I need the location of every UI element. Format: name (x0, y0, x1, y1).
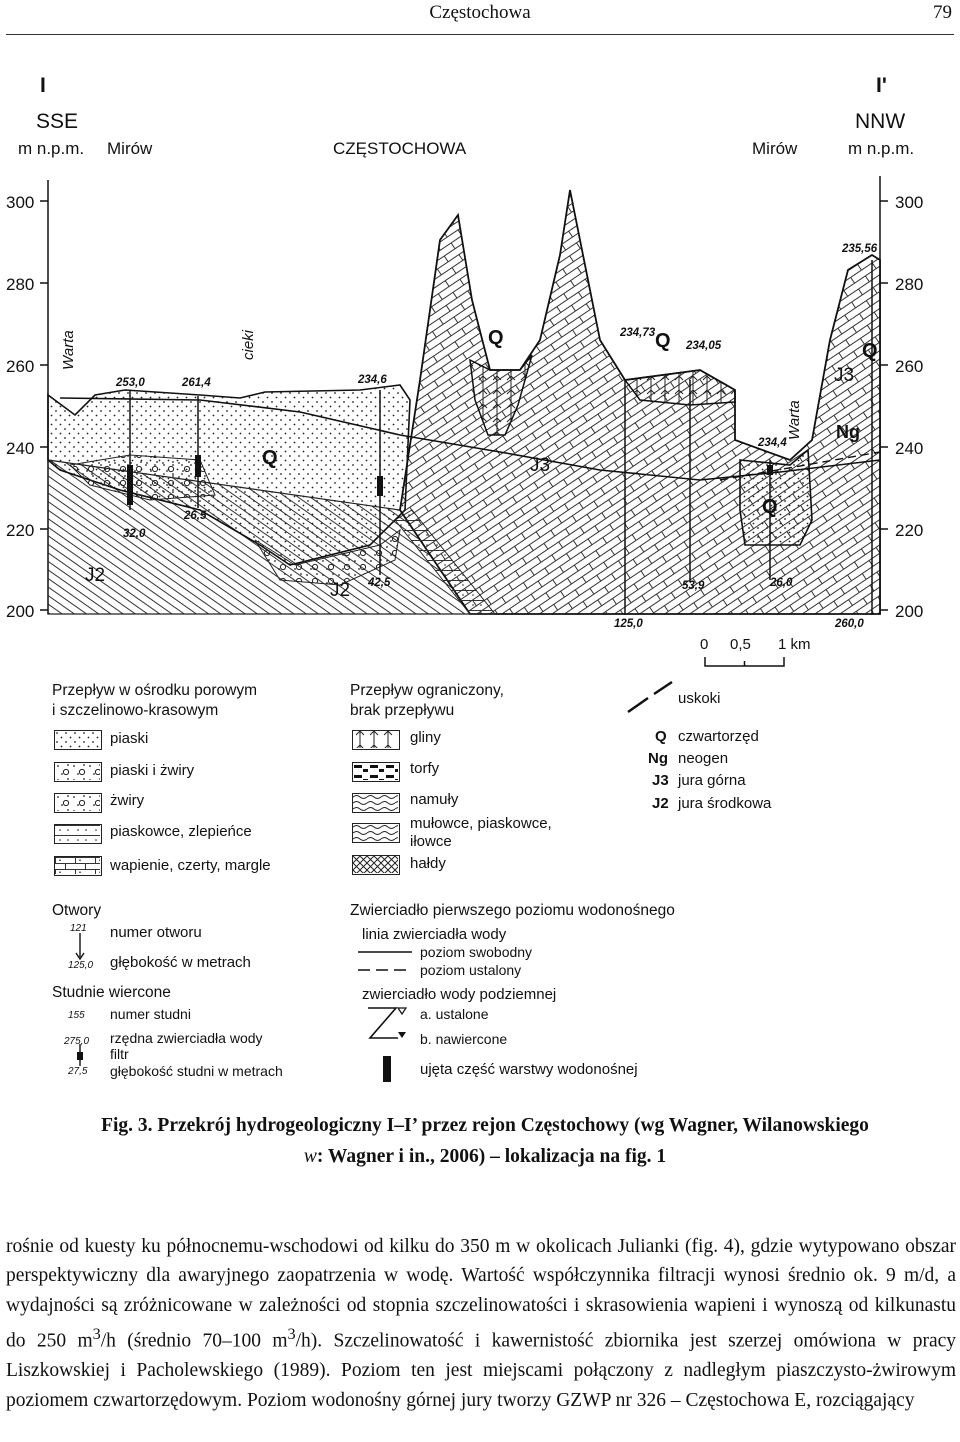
caption-line-1: Fig. 3. Przekrój hydrogeologiczny I–I’ przez rejon Częstochowy (wg Wagner, Wilanowskiego (101, 1115, 869, 1136)
value-235-56: 235,56 (842, 243, 878, 255)
value-253-0: 253,0 (116, 377, 145, 389)
swatch-mudstones (352, 823, 400, 843)
legend-limestones: wapienie, czerty, margle (110, 857, 271, 874)
elev-left-260: 260 (6, 357, 35, 376)
swatch-limestones (54, 856, 102, 876)
place-left: Mirów (107, 139, 153, 158)
swatch-peat (352, 762, 400, 782)
caption-line-2 (40, 1141, 930, 1172)
legend-sands-gravels: piaski i żwiry (110, 762, 195, 779)
legend-sands: piaski (110, 730, 149, 747)
unit-q-5: Q (862, 340, 878, 362)
swatch-gravels (54, 793, 102, 813)
elev-left-240: 240 (6, 439, 35, 458)
figure (0, 40, 960, 1100)
place-right: Mirów (752, 139, 798, 158)
scale-half: 0,5 (730, 636, 751, 653)
value-234-6: 234,6 (358, 374, 387, 386)
body-text (6, 1232, 956, 1415)
section-label-right: I' (876, 74, 887, 97)
borehole-symbol (70, 933, 90, 961)
wt-line-symbols (356, 946, 416, 976)
legend-mudstones-1: mułowce, piaskowce, (410, 815, 552, 832)
well-level-sample: 275,0 (64, 1036, 90, 1047)
scale-bar (700, 656, 790, 668)
strat-sym-ng: Ng (648, 750, 668, 767)
body-sup-2: 3 (287, 1325, 296, 1344)
value-260-0: 260,0 (835, 618, 864, 630)
unit-q-3: Q (655, 330, 671, 352)
value-234-05: 234,05 (686, 340, 722, 352)
body-part-2: /h (średnio 70–100 m (100, 1330, 288, 1352)
strat-label-j2: jura środkowa (678, 795, 772, 812)
elev-right-200: 200 (895, 602, 924, 621)
value-32-0: 32,0 (123, 528, 146, 540)
elev-right-240: 240 (895, 439, 924, 458)
legend-heaps: hałdy (410, 855, 446, 872)
page-header (0, 0, 960, 36)
value-234-4: 234,4 (758, 437, 787, 449)
elev-right-260: 260 (895, 357, 924, 376)
value-26-5: 26,5 (184, 510, 207, 522)
elev-left-200: 200 (6, 602, 35, 621)
legend-bh-depth: głębokość w metrach (110, 954, 251, 971)
scale-0: 0 (700, 636, 709, 653)
swatch-sands-gravels (54, 762, 102, 782)
legend-faults: uskoki (678, 690, 721, 707)
direction-right: NNW (855, 110, 906, 133)
value-125-0: 125,0 (614, 618, 643, 630)
strat-sym-j2: J2 (652, 795, 669, 812)
legend-aquifer-part: ujęta część warstwy wodonośnej (420, 1061, 638, 1078)
legend-well-number: numer studni (110, 1006, 191, 1022)
strat-sym-j3: J3 (652, 772, 669, 789)
direction-left: SSE (36, 110, 79, 133)
unit-right: m n.p.m. (848, 139, 915, 158)
legend-boreholes-title: Otwory (52, 902, 102, 919)
body-sup-1: 3 (92, 1325, 101, 1344)
swatch-silts (352, 793, 400, 813)
legend-porous-title-2: i szczelinowo-krasowym (52, 702, 219, 719)
section-label-left: I (40, 74, 46, 97)
body-part-3: /h). Szczelinowatość i kawernistość zbiornika jest szerzej omówiona w pracy Liszkowskiej i Pacholewskiego (1989). Poziom ten jest miejscami połączony z nadległym piaszczysto-żwirowym poziomem czwartorzędowym. Poziom wodonośny górnej jury tworzy GZWP nr 326 – Częstochowa E, rozciągający (6, 1330, 956, 1411)
legend-gravels: żwiry (110, 792, 145, 809)
strat-label-ng: neogen (678, 750, 729, 767)
place-center: CZĘSTOCHOWA (333, 139, 467, 158)
legend-sandstones: piaskowce, zlepieńce (110, 823, 252, 840)
well-number-sample: 155 (68, 1010, 85, 1021)
unit-left: m n.p.m. (18, 139, 85, 158)
river-right-label: Warta (786, 400, 803, 440)
body-part-1: rośnie od kuesty ku północnemu-wschodowi od kilku do 350 m w okolicach Julianki (fig. 4), gdzie wytypowano obszar perspektywiczny dla awaryjnego zaopatrzenia w wodę. Wartość współczynnika filtracji wynosi średnio ok. 9 m/d, a wydajności są zróżnicowane w zależności od stopnia szczelinowatości i skrasowienia wapieni i wynoszą od kilkunastu do 250 m (6, 1236, 956, 1352)
value-261-4: 261,4 (182, 377, 211, 389)
swatch-heaps (352, 855, 400, 875)
unit-q-4: Q (762, 496, 778, 518)
caption-line-2-text: : Wagner i in., 2006) – lokalizacja na fig. 1 (316, 1146, 667, 1167)
elev-right-280: 280 (895, 275, 924, 294)
legend-well-filter: filtr (110, 1046, 129, 1062)
unit-q-1: Q (262, 447, 278, 469)
well-symbol (70, 1044, 90, 1068)
value-42-5: 42,5 (368, 577, 391, 589)
streams-label: cieki (240, 329, 257, 360)
legend-gw-title: zwierciadło wody podziemnej (362, 986, 557, 1003)
unit-j3-1: J3 (530, 455, 551, 476)
legend-wt-line: linia zwierciadła wody (362, 926, 507, 943)
header-rule (6, 34, 954, 35)
running-title: Częstochowa (429, 2, 531, 23)
legend-mudstones-2: iłowce (410, 833, 452, 850)
legend-limited-title-1: Przepływ ograniczony, (350, 682, 504, 699)
elev-left-220: 220 (6, 521, 35, 540)
legend-wt-confined: poziom ustalony (420, 962, 522, 978)
unit-j3-2: J3 (834, 365, 855, 386)
body-paragraph (6, 1232, 956, 1415)
legend-porous-title-1: Przepływ w ośrodku porowym (52, 682, 258, 699)
scale-one: 1 km (778, 636, 811, 653)
legend-gw-b: b. nawiercone (420, 1031, 508, 1047)
elev-right-300: 300 (895, 193, 924, 212)
swatch-sands (54, 730, 102, 750)
strat-label-j3: jura górna (678, 772, 746, 789)
bh-depth-sample: 125,0 (68, 960, 94, 971)
legend-gw-a: a. ustalone (420, 1006, 489, 1022)
caption-w: w (303, 1146, 317, 1167)
legend-bh-number: numer otworu (110, 924, 202, 941)
legend-peat: torfy (410, 760, 440, 777)
unit-q-2: Q (488, 327, 504, 349)
river-left-label: Warta (60, 330, 77, 370)
page-number: 79 (933, 2, 952, 23)
figure-caption (40, 1110, 930, 1172)
swatch-clays (352, 730, 400, 750)
fault-icon (626, 680, 674, 714)
well-depth-sample: 27,5 (68, 1066, 88, 1077)
swatch-sandstones (54, 824, 102, 844)
strat-label-q: czwartorzęd (678, 728, 759, 745)
legend-wt-title: Zwierciadło pierwszego poziomu wodonośnego (350, 902, 675, 919)
aquifer-part-symbol (380, 1054, 394, 1084)
gw-symbol (362, 1004, 412, 1046)
unit-j2-1: J2 (85, 565, 106, 586)
legend-wells-title: Studnie wiercone (52, 984, 171, 1001)
unit-ng: Ng (836, 422, 860, 442)
elev-left-300: 300 (6, 193, 35, 212)
legend-silts: namuły (410, 791, 459, 808)
elev-right-220: 220 (895, 521, 924, 540)
legend-clays: gliny (410, 729, 441, 746)
value-53-9: 53,9 (682, 580, 705, 592)
legend-wt-free: poziom swobodny (420, 944, 533, 960)
legend-well-level: rzędna zwierciadła wody (110, 1030, 263, 1046)
elev-left-280: 280 (6, 275, 35, 294)
bh-number-sample: 121 (70, 923, 87, 934)
legend-limited-title-2: brak przepływu (350, 702, 455, 719)
strat-sym-q: Q (655, 728, 667, 745)
value-26-0: 26,0 (770, 577, 793, 589)
legend-well-depth: głębokość studni w metrach (110, 1063, 283, 1079)
unit-j2-2: J2 (330, 580, 351, 601)
value-234-73: 234,73 (620, 327, 656, 339)
